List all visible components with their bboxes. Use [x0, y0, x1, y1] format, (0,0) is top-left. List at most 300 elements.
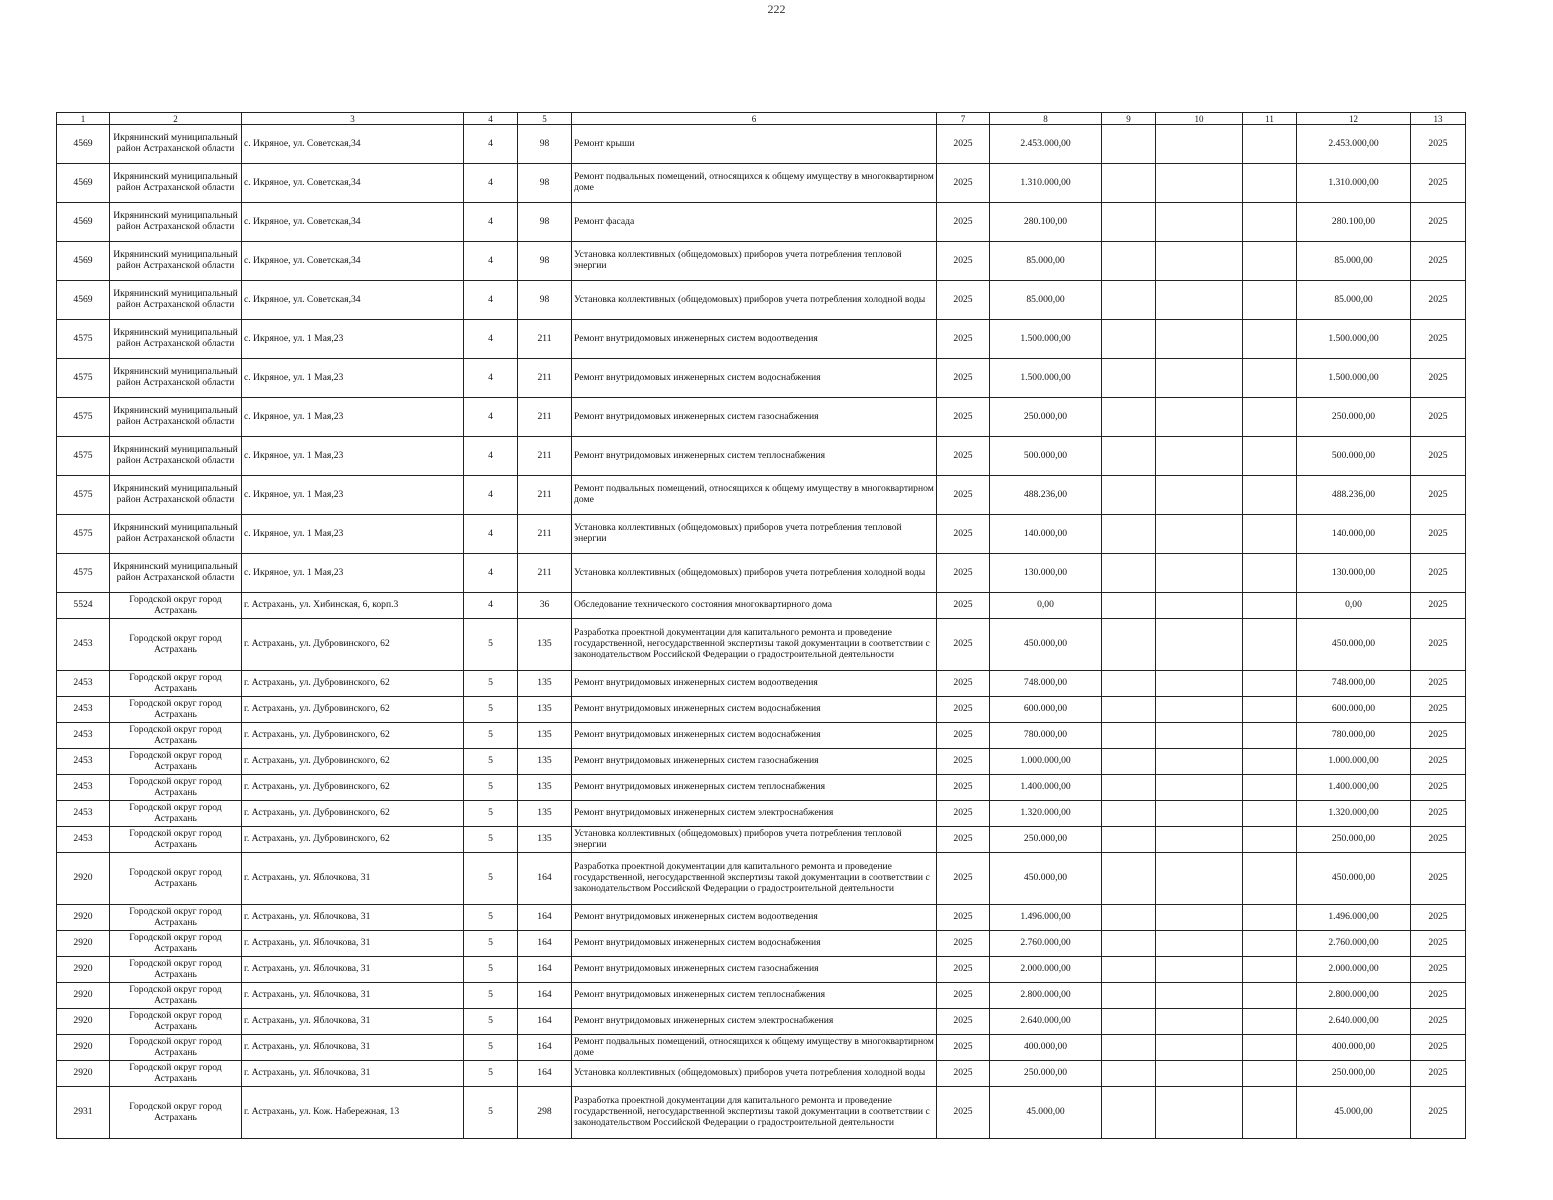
- cell-col13: 2025: [1411, 476, 1466, 515]
- cell-col13: 2025: [1411, 853, 1466, 905]
- cell-col12: 450.000,00: [1297, 619, 1411, 671]
- cell-col5: 164: [518, 1061, 572, 1087]
- cell-address: с. Икряное, ул. 1 Мая,23: [242, 515, 464, 554]
- cell-col4: 5: [464, 801, 518, 827]
- cell-col10: [1156, 476, 1243, 515]
- cell-id: 2920: [57, 853, 110, 905]
- cell-col10: [1156, 554, 1243, 593]
- table-row: [57, 203, 1466, 242]
- cell-municipality: Городской округ город Астрахань: [110, 619, 242, 671]
- cell-col4: 4: [464, 437, 518, 476]
- cell-col5: 211: [518, 398, 572, 437]
- cell-col4: 4: [464, 125, 518, 164]
- cell-col11: [1243, 1009, 1297, 1035]
- table-row: [57, 476, 1466, 515]
- cell-municipality: Икрянинский муниципальный район Астраханской области: [110, 320, 242, 359]
- cell-work-type: Ремонт внутридомовых инженерных систем газоснабжения: [572, 957, 937, 983]
- table-row: [57, 853, 1466, 905]
- table-row: [57, 125, 1466, 164]
- cell-address: г. Астрахань, ул. Дубровинского, 62: [242, 749, 464, 775]
- cell-address: г. Астрахань, ул. Дубровинского, 62: [242, 827, 464, 853]
- cell-id: 2920: [57, 983, 110, 1009]
- cell-year: 2025: [937, 398, 990, 437]
- cell-col11: [1243, 1087, 1297, 1139]
- cell-col4: 5: [464, 1035, 518, 1061]
- cell-col10: [1156, 1087, 1243, 1139]
- cell-col5: 211: [518, 437, 572, 476]
- cell-col11: [1243, 827, 1297, 853]
- table-row: [57, 723, 1466, 749]
- cell-total-cost: 1.320.000,00: [990, 801, 1102, 827]
- cell-col9: [1102, 957, 1156, 983]
- cell-col12: 1.000.000,00: [1297, 749, 1411, 775]
- cell-col4: 5: [464, 905, 518, 931]
- cell-col4: 5: [464, 983, 518, 1009]
- cell-municipality: Городской округ город Астрахань: [110, 931, 242, 957]
- table-row: [57, 593, 1466, 619]
- cell-col11: [1243, 671, 1297, 697]
- cell-total-cost: 250.000,00: [990, 398, 1102, 437]
- cell-year: 2025: [937, 1035, 990, 1061]
- cell-col12: 488.236,00: [1297, 476, 1411, 515]
- cell-col11: [1243, 164, 1297, 203]
- cell-address: с. Икряное, ул. Советская,34: [242, 242, 464, 281]
- cell-col11: [1243, 931, 1297, 957]
- cell-col11: [1243, 697, 1297, 723]
- column-header: 2: [110, 113, 242, 125]
- cell-col10: [1156, 931, 1243, 957]
- table-row: [57, 1035, 1466, 1061]
- cell-id: 2931: [57, 1087, 110, 1139]
- column-header: 7: [937, 113, 990, 125]
- cell-col4: 4: [464, 242, 518, 281]
- cell-total-cost: 0,00: [990, 593, 1102, 619]
- cell-municipality: Икрянинский муниципальный район Астраханской области: [110, 164, 242, 203]
- cell-id: 2453: [57, 775, 110, 801]
- cell-col13: 2025: [1411, 203, 1466, 242]
- cell-work-type: Разработка проектной документации для капитального ремонта и проведение государственной, негосударственной экспертизы такой документации в соответствии с законодательством Российской Федерации о градостроительной деятельности: [572, 619, 937, 671]
- cell-total-cost: 2.640.000,00: [990, 1009, 1102, 1035]
- cell-total-cost: 1.496.000,00: [990, 905, 1102, 931]
- cell-col10: [1156, 671, 1243, 697]
- cell-col9: [1102, 905, 1156, 931]
- cell-col10: [1156, 801, 1243, 827]
- cell-col12: 500.000,00: [1297, 437, 1411, 476]
- cell-municipality: Икрянинский муниципальный район Астраханской области: [110, 476, 242, 515]
- cell-address: с. Икряное, ул. 1 Мая,23: [242, 437, 464, 476]
- cell-col11: [1243, 801, 1297, 827]
- cell-col9: [1102, 801, 1156, 827]
- cell-municipality: Икрянинский муниципальный район Астраханской области: [110, 554, 242, 593]
- cell-total-cost: 85.000,00: [990, 242, 1102, 281]
- cell-col4: 5: [464, 723, 518, 749]
- cell-col13: 2025: [1411, 320, 1466, 359]
- cell-address: с. Икряное, ул. 1 Мая,23: [242, 359, 464, 398]
- cell-col12: 1.496.000,00: [1297, 905, 1411, 931]
- cell-address: г. Астрахань, ул. Хибинская, 6, корп.3: [242, 593, 464, 619]
- cell-col4: 5: [464, 749, 518, 775]
- cell-municipality: Икрянинский муниципальный район Астраханской области: [110, 203, 242, 242]
- cell-col9: [1102, 1087, 1156, 1139]
- table-row: [57, 619, 1466, 671]
- cell-work-type: Ремонт крыши: [572, 125, 937, 164]
- cell-year: 2025: [937, 554, 990, 593]
- cell-col13: 2025: [1411, 775, 1466, 801]
- cell-col12: 85.000,00: [1297, 281, 1411, 320]
- cell-col12: 780.000,00: [1297, 723, 1411, 749]
- cell-work-type: Установка коллективных (общедомовых) приборов учета потребления тепловой энергии: [572, 827, 937, 853]
- cell-col5: 135: [518, 619, 572, 671]
- cell-col12: 250.000,00: [1297, 827, 1411, 853]
- cell-year: 2025: [937, 359, 990, 398]
- cell-col13: 2025: [1411, 242, 1466, 281]
- cell-col11: [1243, 1061, 1297, 1087]
- cell-col10: [1156, 957, 1243, 983]
- cell-col13: 2025: [1411, 671, 1466, 697]
- cell-address: с. Икряное, ул. 1 Мая,23: [242, 398, 464, 437]
- cell-col4: 5: [464, 697, 518, 723]
- cell-col13: 2025: [1411, 398, 1466, 437]
- cell-col11: [1243, 476, 1297, 515]
- cell-total-cost: 1.310.000,00: [990, 164, 1102, 203]
- cell-col9: [1102, 619, 1156, 671]
- cell-total-cost: 748.000,00: [990, 671, 1102, 697]
- cell-col4: 4: [464, 203, 518, 242]
- cell-year: 2025: [937, 775, 990, 801]
- cell-col11: [1243, 593, 1297, 619]
- cell-col10: [1156, 203, 1243, 242]
- cell-col9: [1102, 983, 1156, 1009]
- table-row: [57, 242, 1466, 281]
- column-header: 4: [464, 113, 518, 125]
- cell-col11: [1243, 775, 1297, 801]
- cell-address: с. Икряное, ул. 1 Мая,23: [242, 476, 464, 515]
- cell-col13: 2025: [1411, 593, 1466, 619]
- cell-municipality: Икрянинский муниципальный район Астраханской области: [110, 515, 242, 554]
- cell-col5: 135: [518, 671, 572, 697]
- cell-id: 2920: [57, 1035, 110, 1061]
- cell-id: 4575: [57, 437, 110, 476]
- cell-total-cost: 1.500.000,00: [990, 320, 1102, 359]
- cell-address: г. Астрахань, ул. Яблочкова, 31: [242, 1009, 464, 1035]
- cell-year: 2025: [937, 593, 990, 619]
- cell-work-type: Ремонт внутридомовых инженерных систем водоотведения: [572, 320, 937, 359]
- cell-year: 2025: [937, 671, 990, 697]
- cell-work-type: Ремонт внутридомовых инженерных систем газоснабжения: [572, 749, 937, 775]
- cell-total-cost: 1.000.000,00: [990, 749, 1102, 775]
- cell-total-cost: 85.000,00: [990, 281, 1102, 320]
- header-row: [57, 113, 1466, 125]
- cell-col13: 2025: [1411, 515, 1466, 554]
- table-row: [57, 775, 1466, 801]
- table-row: [57, 957, 1466, 983]
- cell-id: 4569: [57, 281, 110, 320]
- cell-address: г. Астрахань, ул. Яблочкова, 31: [242, 983, 464, 1009]
- cell-col12: 45.000,00: [1297, 1087, 1411, 1139]
- cell-work-type: Обследование технического состояния многоквартирного дома: [572, 593, 937, 619]
- cell-id: 2453: [57, 723, 110, 749]
- cell-work-type: Разработка проектной документации для капитального ремонта и проведение государственной, негосударственной экспертизы такой документации в соответствии с законодательством Российской Федерации о градостроительной деятельности: [572, 853, 937, 905]
- cell-id: 4575: [57, 320, 110, 359]
- cell-col11: [1243, 957, 1297, 983]
- cell-municipality: Городской округ город Астрахань: [110, 853, 242, 905]
- cell-col5: 164: [518, 983, 572, 1009]
- cell-col11: [1243, 398, 1297, 437]
- cell-work-type: Ремонт подвальных помещений, относящихся к общему имуществу в многоквартирном доме: [572, 164, 937, 203]
- cell-col9: [1102, 125, 1156, 164]
- cell-id: 4569: [57, 164, 110, 203]
- cell-col12: 0,00: [1297, 593, 1411, 619]
- cell-col11: [1243, 554, 1297, 593]
- cell-year: 2025: [937, 1087, 990, 1139]
- cell-col9: [1102, 1035, 1156, 1061]
- cell-work-type: Ремонт внутридомовых инженерных систем теплоснабжения: [572, 437, 937, 476]
- cell-address: г. Астрахань, ул. Яблочкова, 31: [242, 853, 464, 905]
- table-row: [57, 983, 1466, 1009]
- cell-col13: 2025: [1411, 983, 1466, 1009]
- cell-col9: [1102, 437, 1156, 476]
- cell-col13: 2025: [1411, 164, 1466, 203]
- cell-address: г. Астрахань, ул. Яблочкова, 31: [242, 905, 464, 931]
- cell-year: 2025: [937, 827, 990, 853]
- column-header: 11: [1243, 113, 1297, 125]
- cell-id: 5524: [57, 593, 110, 619]
- cell-col13: 2025: [1411, 1061, 1466, 1087]
- cell-col13: 2025: [1411, 359, 1466, 398]
- cell-year: 2025: [937, 437, 990, 476]
- cell-municipality: Городской округ город Астрахань: [110, 593, 242, 619]
- cell-col5: 211: [518, 320, 572, 359]
- cell-col5: 36: [518, 593, 572, 619]
- cell-col11: [1243, 281, 1297, 320]
- column-header: 1: [57, 113, 110, 125]
- cell-total-cost: 140.000,00: [990, 515, 1102, 554]
- cell-year: 2025: [937, 983, 990, 1009]
- column-header: 8: [990, 113, 1102, 125]
- cell-total-cost: 2.000.000,00: [990, 957, 1102, 983]
- cell-total-cost: 2.800.000,00: [990, 983, 1102, 1009]
- cell-id: 2920: [57, 905, 110, 931]
- cell-col13: 2025: [1411, 1035, 1466, 1061]
- table-row: [57, 281, 1466, 320]
- cell-total-cost: 1.500.000,00: [990, 359, 1102, 398]
- cell-col4: 4: [464, 164, 518, 203]
- cell-col10: [1156, 359, 1243, 398]
- cell-year: 2025: [937, 957, 990, 983]
- cell-total-cost: 45.000,00: [990, 1087, 1102, 1139]
- cell-col12: 450.000,00: [1297, 853, 1411, 905]
- cell-col5: 98: [518, 242, 572, 281]
- cell-col11: [1243, 749, 1297, 775]
- cell-col5: 164: [518, 853, 572, 905]
- cell-address: г. Астрахань, ул. Дубровинского, 62: [242, 671, 464, 697]
- cell-col12: 2.000.000,00: [1297, 957, 1411, 983]
- table-row: [57, 398, 1466, 437]
- cell-col10: [1156, 619, 1243, 671]
- cell-col9: [1102, 827, 1156, 853]
- column-header: 5: [518, 113, 572, 125]
- cell-col12: 85.000,00: [1297, 242, 1411, 281]
- cell-work-type: Ремонт подвальных помещений, относящихся к общему имуществу в многоквартирном доме: [572, 1035, 937, 1061]
- cell-col11: [1243, 515, 1297, 554]
- cell-col9: [1102, 775, 1156, 801]
- table-row: [57, 801, 1466, 827]
- cell-col12: 140.000,00: [1297, 515, 1411, 554]
- cell-col10: [1156, 853, 1243, 905]
- cell-col4: 4: [464, 476, 518, 515]
- column-header: 10: [1156, 113, 1243, 125]
- cell-id: 2453: [57, 749, 110, 775]
- cell-col9: [1102, 359, 1156, 398]
- cell-work-type: Установка коллективных (общедомовых) приборов учета потребления тепловой энергии: [572, 515, 937, 554]
- cell-col13: 2025: [1411, 1087, 1466, 1139]
- cell-work-type: Ремонт внутридомовых инженерных систем теплоснабжения: [572, 983, 937, 1009]
- table-row: [57, 697, 1466, 723]
- cell-col11: [1243, 242, 1297, 281]
- cell-col10: [1156, 1061, 1243, 1087]
- cell-municipality: Городской округ город Астрахань: [110, 983, 242, 1009]
- cell-address: г. Астрахань, ул. Яблочкова, 31: [242, 1061, 464, 1087]
- cell-year: 2025: [937, 697, 990, 723]
- cell-col12: 1.500.000,00: [1297, 359, 1411, 398]
- cell-municipality: Городской округ город Астрахань: [110, 1061, 242, 1087]
- cell-col10: [1156, 320, 1243, 359]
- table-row: [57, 359, 1466, 398]
- cell-col11: [1243, 203, 1297, 242]
- cell-id: 4575: [57, 359, 110, 398]
- cell-municipality: Городской округ город Астрахань: [110, 905, 242, 931]
- cell-col4: 5: [464, 1009, 518, 1035]
- cell-total-cost: 450.000,00: [990, 853, 1102, 905]
- cell-id: 4569: [57, 242, 110, 281]
- table-row: [57, 320, 1466, 359]
- cell-col10: [1156, 749, 1243, 775]
- cell-address: с. Икряное, ул. Советская,34: [242, 125, 464, 164]
- cell-col10: [1156, 398, 1243, 437]
- cell-col11: [1243, 619, 1297, 671]
- cell-col4: 5: [464, 671, 518, 697]
- cell-col11: [1243, 359, 1297, 398]
- cell-id: 4575: [57, 554, 110, 593]
- cell-col12: 250.000,00: [1297, 398, 1411, 437]
- cell-col13: 2025: [1411, 125, 1466, 164]
- cell-year: 2025: [937, 281, 990, 320]
- cell-col5: 135: [518, 827, 572, 853]
- cell-col10: [1156, 827, 1243, 853]
- table-row: [57, 931, 1466, 957]
- cell-year: 2025: [937, 203, 990, 242]
- cell-total-cost: 2.760.000,00: [990, 931, 1102, 957]
- cell-total-cost: 2.453.000,00: [990, 125, 1102, 164]
- cell-year: 2025: [937, 515, 990, 554]
- table-row: [57, 437, 1466, 476]
- cell-address: г. Астрахань, ул. Дубровинского, 62: [242, 723, 464, 749]
- cell-work-type: Ремонт внутридомовых инженерных систем водоснабжения: [572, 931, 937, 957]
- cell-col9: [1102, 723, 1156, 749]
- cell-year: 2025: [937, 619, 990, 671]
- cell-address: г. Астрахань, ул. Яблочкова, 31: [242, 1035, 464, 1061]
- cell-col12: 600.000,00: [1297, 697, 1411, 723]
- cell-address: г. Астрахань, ул. Дубровинского, 62: [242, 801, 464, 827]
- cell-col10: [1156, 242, 1243, 281]
- cell-id: 2920: [57, 1009, 110, 1035]
- cell-municipality: Городской округ город Астрахань: [110, 957, 242, 983]
- cell-col12: 2.760.000,00: [1297, 931, 1411, 957]
- cell-total-cost: 450.000,00: [990, 619, 1102, 671]
- cell-col11: [1243, 437, 1297, 476]
- cell-col12: 400.000,00: [1297, 1035, 1411, 1061]
- cell-col10: [1156, 1009, 1243, 1035]
- cell-col5: 164: [518, 1035, 572, 1061]
- cell-col9: [1102, 697, 1156, 723]
- cell-col12: 1.310.000,00: [1297, 164, 1411, 203]
- cell-work-type: Ремонт внутридомовых инженерных систем водоснабжения: [572, 359, 937, 398]
- cell-col9: [1102, 515, 1156, 554]
- cell-col9: [1102, 203, 1156, 242]
- cell-col12: 2.800.000,00: [1297, 983, 1411, 1009]
- cell-col10: [1156, 593, 1243, 619]
- cell-col9: [1102, 281, 1156, 320]
- cell-address: г. Астрахань, ул. Яблочкова, 31: [242, 931, 464, 957]
- cell-col12: 1.400.000,00: [1297, 775, 1411, 801]
- cell-col12: 250.000,00: [1297, 1061, 1411, 1087]
- cell-col9: [1102, 320, 1156, 359]
- cell-col9: [1102, 1009, 1156, 1035]
- cell-address: г. Астрахань, ул. Дубровинского, 62: [242, 775, 464, 801]
- cell-col12: 2.453.000,00: [1297, 125, 1411, 164]
- page-number: 222: [767, 2, 786, 16]
- cell-col13: 2025: [1411, 1009, 1466, 1035]
- cell-col5: 98: [518, 281, 572, 320]
- cell-col4: 4: [464, 281, 518, 320]
- cell-col5: 135: [518, 749, 572, 775]
- cell-col4: 5: [464, 853, 518, 905]
- cell-col9: [1102, 853, 1156, 905]
- cell-col11: [1243, 983, 1297, 1009]
- cell-col13: 2025: [1411, 931, 1466, 957]
- cell-work-type: Ремонт внутридомовых инженерных систем электроснабжения: [572, 1009, 937, 1035]
- cell-municipality: Икрянинский муниципальный район Астраханской области: [110, 437, 242, 476]
- cell-id: 4575: [57, 476, 110, 515]
- cell-municipality: Городской округ город Астрахань: [110, 1035, 242, 1061]
- cell-col11: [1243, 853, 1297, 905]
- cell-col9: [1102, 242, 1156, 281]
- cell-address: с. Икряное, ул. Советская,34: [242, 164, 464, 203]
- cell-total-cost: 1.400.000,00: [990, 775, 1102, 801]
- cell-col4: 4: [464, 320, 518, 359]
- cell-id: 2453: [57, 801, 110, 827]
- cell-id: 4569: [57, 125, 110, 164]
- cell-total-cost: 130.000,00: [990, 554, 1102, 593]
- cell-col5: 135: [518, 723, 572, 749]
- cell-col9: [1102, 398, 1156, 437]
- repair-program-table: [56, 112, 1466, 1139]
- cell-col12: 1.500.000,00: [1297, 320, 1411, 359]
- cell-col4: 4: [464, 515, 518, 554]
- cell-col9: [1102, 749, 1156, 775]
- cell-municipality: Городской округ город Астрахань: [110, 697, 242, 723]
- cell-col5: 211: [518, 515, 572, 554]
- cell-col4: 5: [464, 931, 518, 957]
- cell-col5: 164: [518, 905, 572, 931]
- cell-col5: 211: [518, 554, 572, 593]
- cell-col13: 2025: [1411, 619, 1466, 671]
- cell-municipality: Городской округ город Астрахань: [110, 671, 242, 697]
- cell-total-cost: 400.000,00: [990, 1035, 1102, 1061]
- cell-address: г. Астрахань, ул. Кож. Набережная, 13: [242, 1087, 464, 1139]
- cell-id: 2453: [57, 671, 110, 697]
- cell-col5: 164: [518, 931, 572, 957]
